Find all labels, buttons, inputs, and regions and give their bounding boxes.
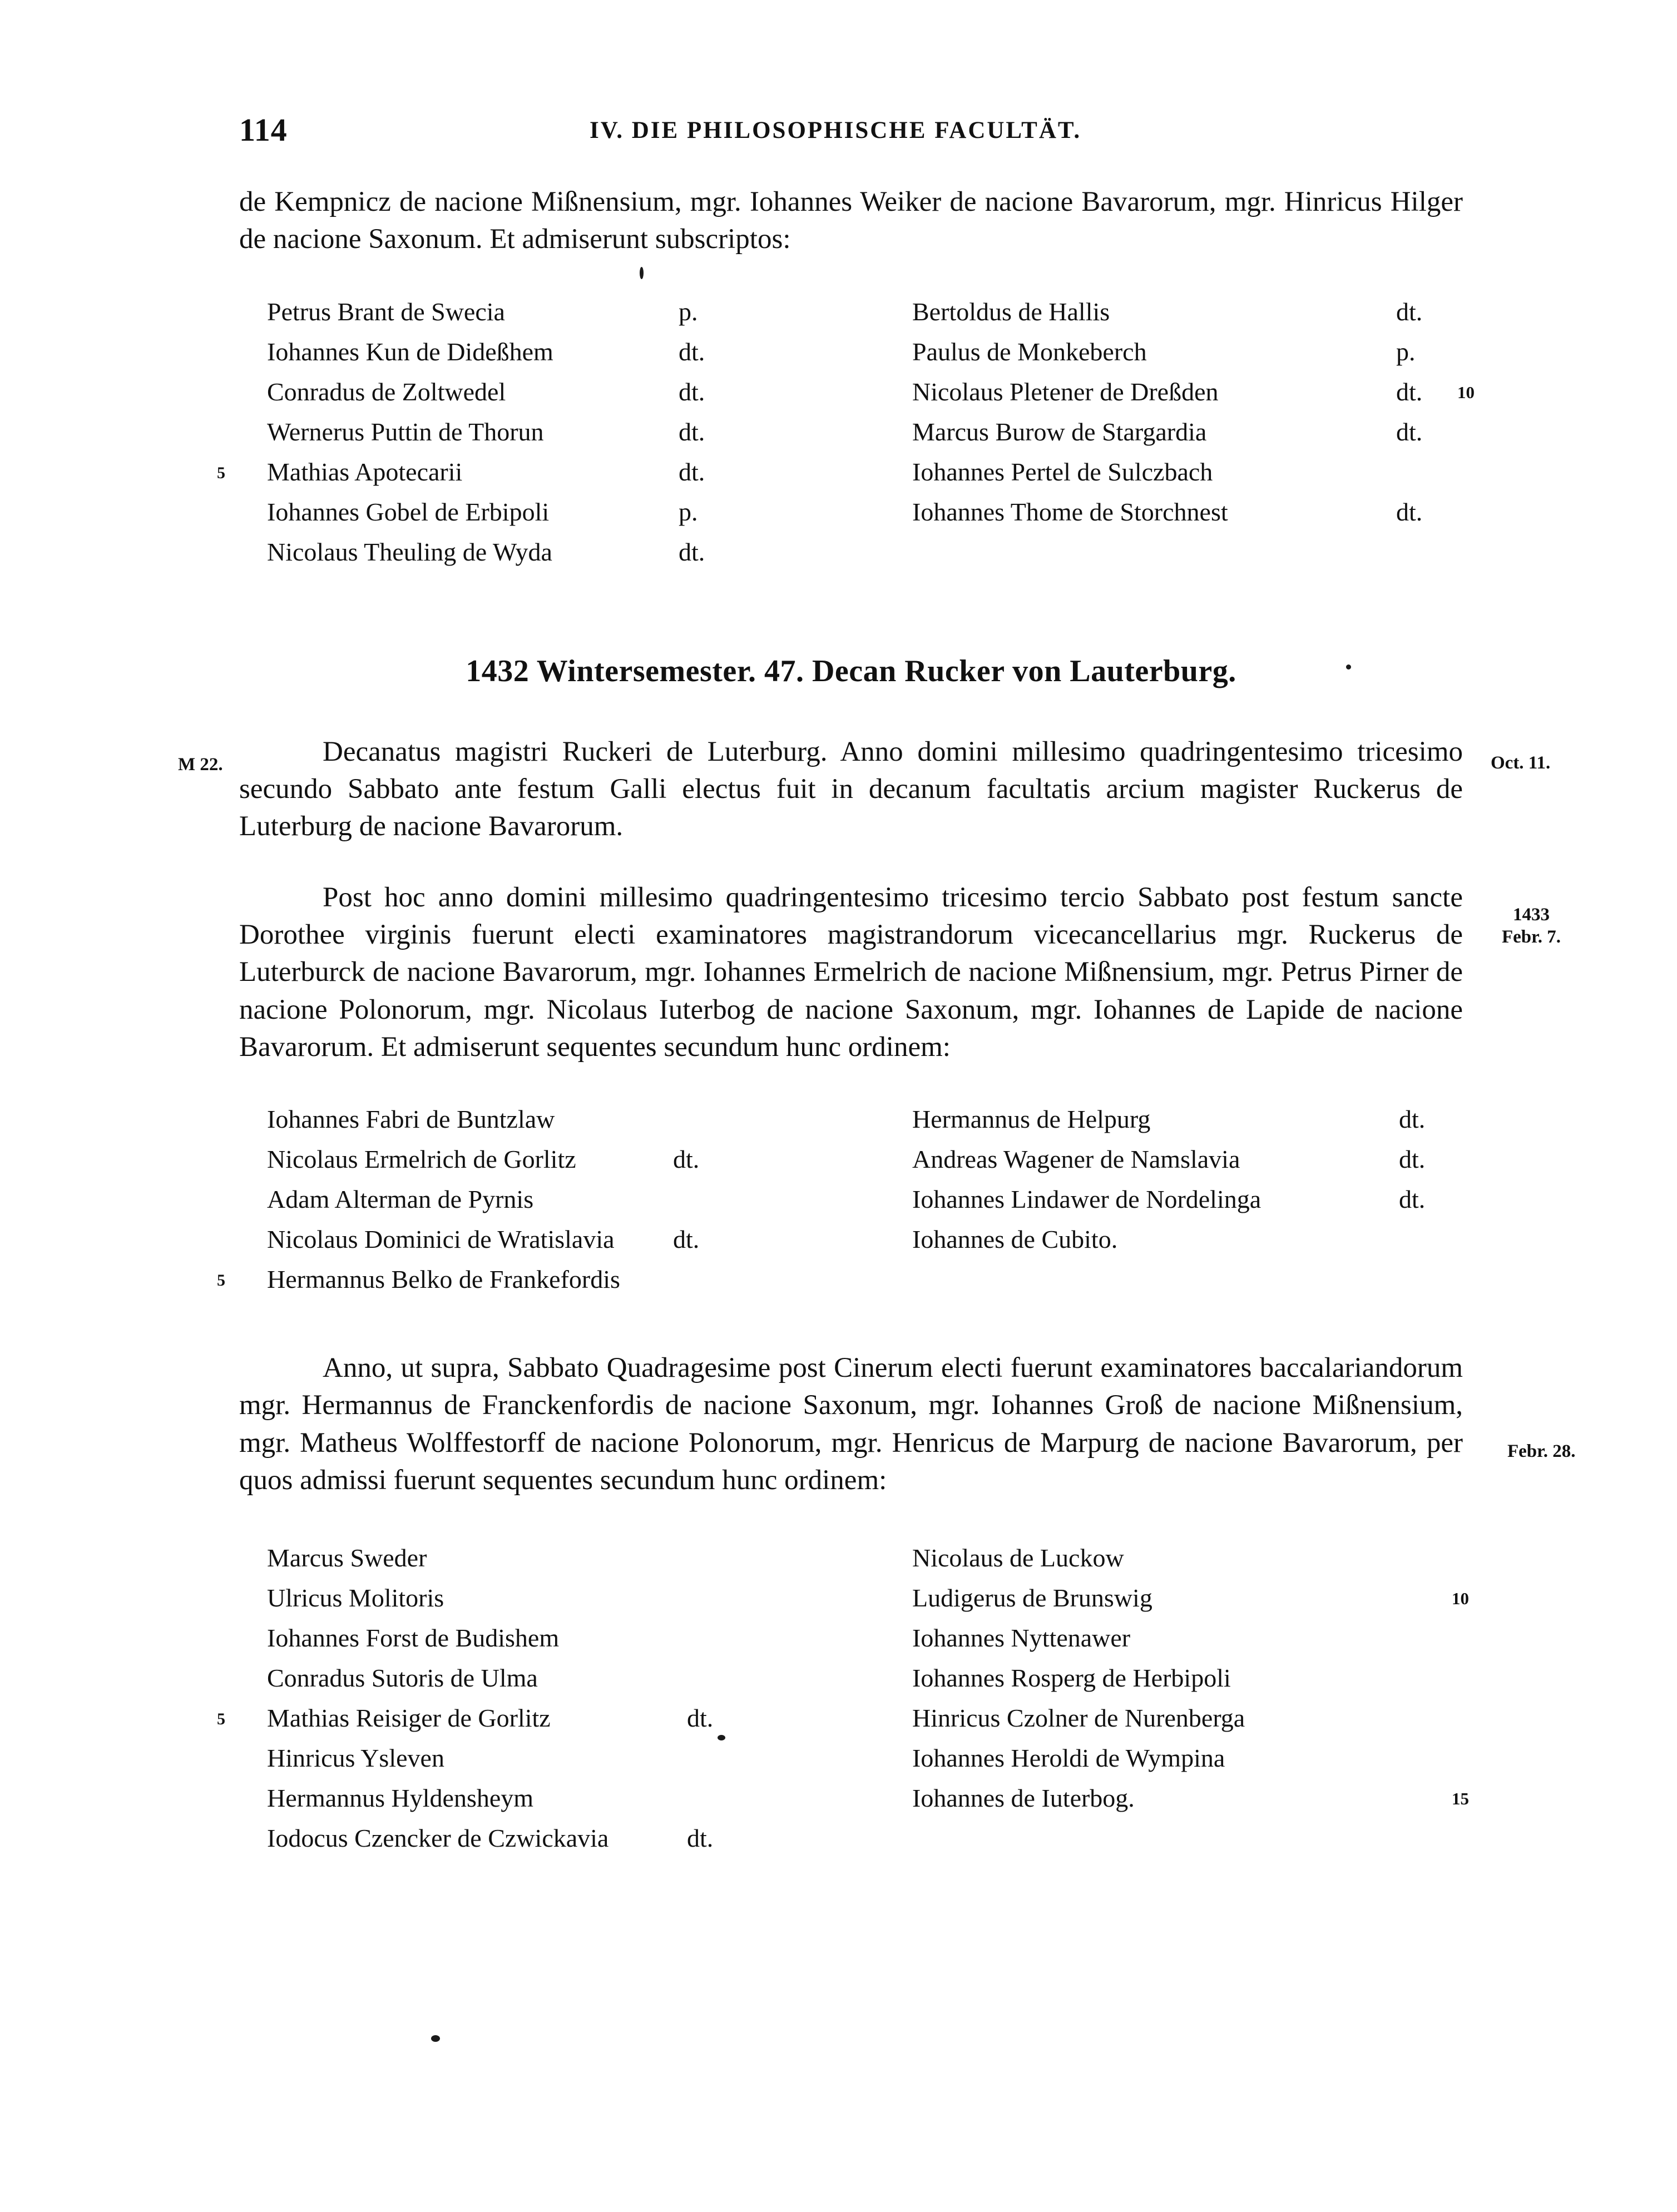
- student-name: Iohannes Lindawer de Nordelinga: [912, 1185, 1262, 1214]
- list-item: [250, 532, 840, 572]
- student-name: Hermannus de Helpurg: [912, 1105, 1151, 1134]
- fee-marker: dt.: [1399, 1185, 1426, 1214]
- admission-list-1-right-column: [896, 292, 1485, 532]
- student-name: Ludigerus de Brunswig: [912, 1584, 1152, 1613]
- admission-list-2: [217, 1099, 1463, 1311]
- list-item: [896, 1139, 1485, 1179]
- student-name: Iohannes Rosperg de Herbipoli: [912, 1664, 1231, 1693]
- admission-list-3: [217, 1538, 1469, 1872]
- margin-note-febr28-text: Febr. 28.: [1507, 1441, 1576, 1461]
- fee-marker: dt.: [679, 337, 705, 366]
- student-name: Hinricus Ysleven: [267, 1744, 444, 1773]
- section-heading: 1432 Wintersemester. 47. Decan Rucker von Lauterburg.: [466, 653, 1236, 688]
- student-name: Conradus Sutoris de Ulma: [267, 1664, 538, 1693]
- student-name: Ulricus Molitoris: [267, 1584, 444, 1613]
- main-text-block: [217, 183, 1475, 1872]
- student-name: Andreas Wagener de Namslavia: [912, 1145, 1240, 1174]
- list-item: [250, 1658, 840, 1698]
- list-item: [250, 492, 840, 532]
- list-item: [250, 412, 840, 452]
- student-name: Hermannus Hyldensheym: [267, 1784, 534, 1813]
- fee-marker: p.: [679, 497, 698, 526]
- fee-marker: dt.: [679, 457, 705, 486]
- spacer: [239, 689, 1463, 733]
- list-item: [896, 1179, 1485, 1219]
- list-item: [250, 1219, 840, 1259]
- fee-marker: dt.: [1399, 1105, 1426, 1134]
- paragraph-decanatus: Decanatus magistri Ruckeri de Luterburg. Anno domini millesimo quadringentesimo tricesimo secundo Sabbato ante festum Galli electus fuit in decanum facultatis arcium magister Ruckerus de Luterburg de nacione Bavarorum.: [239, 736, 1463, 842]
- student-name: Iodocus Czencker de Czwickavia: [267, 1824, 609, 1853]
- student-name: Conradus de Zoltwedel: [267, 377, 506, 406]
- list-item: [896, 1738, 1485, 1778]
- student-name: Wernerus Puttin de Thorun: [267, 417, 544, 446]
- student-name: Mathias Apotecarii: [267, 457, 463, 486]
- fee-marker: dt.: [673, 1225, 700, 1254]
- student-name: Iohannes Heroldi de Wympina: [912, 1744, 1225, 1773]
- student-name: Iohannes de Cubito.: [912, 1225, 1118, 1254]
- ink-speck: [431, 2035, 440, 2042]
- fee-marker: dt.: [687, 1824, 714, 1853]
- list-item: [896, 372, 1485, 412]
- margin-note-manuscript: [178, 753, 223, 776]
- list-item: [250, 1179, 840, 1219]
- list-item: [896, 1099, 1485, 1139]
- list-item: [896, 1698, 1485, 1738]
- paragraph-anno-ut-supra: Anno, ut supra, Sabbato Quadragesime post Cinerum electi fuerunt examinatores baccalariandorum mgr. Hermannus de Franckenfordis de nacione Saxonum, mgr. Iohannes Groß de nacione Mißnensium, mgr. Matheus Wolffestorff de nacione Polonorum, mgr. Henricus de Marpurg de nacione Bavarorum, per quos admissi fuerunt sequentes secundum hunc ordinem:: [239, 1352, 1463, 1496]
- list-item: [250, 1738, 840, 1778]
- student-name: Nicolaus Pletener de Dreßden: [912, 377, 1219, 406]
- list-item: [896, 332, 1485, 372]
- list-item: [250, 1618, 840, 1658]
- list-item: [217, 1259, 840, 1300]
- spacer: [239, 1066, 1463, 1099]
- intro-paragraph: de Kempnicz de nacione Mißnensium, mgr. Iohannes Weiker de nacione Bavarorum, mgr. Hinricus Hilger de nacione Saxonum. Et admiserunt subscriptos:: [239, 186, 1463, 255]
- margin-note-m22: M 22.: [178, 755, 223, 775]
- fee-marker: p.: [1396, 337, 1416, 366]
- line-number: 15: [1452, 1789, 1469, 1809]
- list-item: [896, 1778, 1485, 1818]
- line-number: 5: [217, 1271, 225, 1290]
- fee-marker: dt.: [679, 377, 705, 406]
- list-item: [896, 1578, 1485, 1618]
- student-name: Iohannes Pertel de Sulczbach: [912, 457, 1213, 486]
- spacer: [239, 1311, 1463, 1350]
- list-item: [896, 1538, 1485, 1578]
- list-item: [250, 372, 840, 412]
- admission-list-3-right-column: [896, 1538, 1485, 1818]
- list-item: [896, 1658, 1485, 1698]
- list-item: [250, 1538, 840, 1578]
- spacer: [239, 846, 1463, 879]
- spacer: [239, 581, 1463, 653]
- student-name: Bertoldus de Hallis: [912, 297, 1110, 326]
- spacer: [239, 1499, 1463, 1538]
- running-head-title: IV. DIE PHILOSOPHISCHE FACULTÄT.: [590, 117, 1082, 143]
- margin-note-febr28: [1507, 1440, 1576, 1462]
- spacer: [239, 259, 1463, 292]
- list-item: [896, 492, 1485, 532]
- list-item: [217, 452, 840, 492]
- margin-note-febr7-date: Febr. 7.: [1502, 927, 1561, 948]
- fee-marker: dt.: [679, 537, 705, 566]
- student-name: Iohannes Gobel de Erbipoli: [267, 497, 550, 526]
- student-name: Iohannes Forst de Budishem: [267, 1624, 560, 1653]
- student-name: Paulus de Monkeberch: [912, 337, 1147, 366]
- margin-note-oct11-text: Oct. 11.: [1491, 753, 1551, 773]
- line-number: 10: [1452, 1589, 1469, 1609]
- student-name: Iohannes Kun de Dideßhem: [267, 337, 553, 366]
- fee-marker: dt.: [687, 1704, 714, 1733]
- list-item: [250, 1139, 840, 1179]
- admission-list-2-left-column: [217, 1099, 840, 1300]
- list-item: [896, 1219, 1485, 1259]
- list-item: [250, 1099, 840, 1139]
- student-name: Nicolaus Theuling de Wyda: [267, 537, 552, 566]
- line-number: 5: [217, 463, 225, 482]
- student-name: Iohannes Thome de Storchnest: [912, 497, 1228, 526]
- student-name: Nicolaus de Luckow: [912, 1544, 1124, 1573]
- margin-note-febr7-year: 1433: [1513, 905, 1550, 925]
- fee-marker: dt.: [1396, 497, 1423, 526]
- margin-note-febr7: [1502, 904, 1561, 949]
- page-folio-number: 114: [239, 112, 288, 148]
- student-name: Nicolaus Ermelrich de Gorlitz: [267, 1145, 576, 1174]
- margin-note-oct11: [1491, 752, 1550, 774]
- student-name: Adam Alterman de Pyrnis: [267, 1185, 534, 1214]
- student-name: Hermannus Belko de Frankefordis: [267, 1265, 620, 1294]
- fee-marker: dt.: [1396, 377, 1423, 406]
- fee-marker: dt.: [1399, 1145, 1426, 1174]
- student-name: Hinricus Czolner de Nurenberga: [912, 1704, 1245, 1733]
- list-item: [896, 452, 1485, 492]
- student-name: Mathias Reisiger de Gorlitz: [267, 1704, 551, 1733]
- student-name: Nicolaus Dominici de Wratislavia: [267, 1225, 615, 1254]
- list-item: [250, 332, 840, 372]
- list-item: [250, 1778, 840, 1818]
- student-name: Petrus Brant de Swecia: [267, 297, 505, 326]
- line-number: 5: [217, 1710, 225, 1729]
- list-item: [896, 1618, 1485, 1658]
- fee-marker: dt.: [1396, 297, 1423, 326]
- fee-marker: dt.: [1396, 417, 1423, 446]
- admission-list-1-left-column: [217, 292, 840, 572]
- student-name: Iohannes de Iuterbog.: [912, 1784, 1135, 1813]
- list-item: [250, 1818, 840, 1858]
- admission-list-3-left-column: [217, 1538, 840, 1858]
- list-item: [250, 292, 840, 332]
- fee-marker: dt.: [679, 417, 705, 446]
- running-head: [0, 111, 1677, 150]
- student-name: Marcus Burow de Stargardia: [912, 417, 1207, 446]
- student-name: Iohannes Nyttenawer: [912, 1624, 1131, 1653]
- list-item: [217, 1698, 840, 1738]
- student-name: Iohannes Fabri de Buntzlaw: [267, 1105, 555, 1134]
- admission-list-1: [217, 292, 1475, 581]
- student-name: Marcus Sweder: [267, 1544, 427, 1573]
- list-item: [896, 292, 1485, 332]
- fee-marker: dt.: [673, 1145, 700, 1174]
- line-number: 10: [1457, 382, 1475, 402]
- list-item: [250, 1578, 840, 1618]
- paragraph-post-hoc: Post hoc anno domini millesimo quadringentesimo tricesimo tercio Sabbato post festum sancte Dorothee virginis fuerunt electi examinatores magistrandorum vicecancellarius mgr. Ruckerus de Luterburck de nacione Bavarorum, mgr. Iohannes Ermelrich de nacione Mißnensium, mgr. Petrus Pirner de nacione Polonorum, mgr. Nicolaus Iuterbog de nacione Saxonum, mgr. Iohannes de Lapide de nacione Bavarorum. Et admiserunt sequentes secundum hunc ordinem:: [239, 881, 1463, 1063]
- fee-marker: p.: [679, 297, 698, 326]
- admission-list-2-right-column: [896, 1099, 1485, 1259]
- list-item: [896, 412, 1485, 452]
